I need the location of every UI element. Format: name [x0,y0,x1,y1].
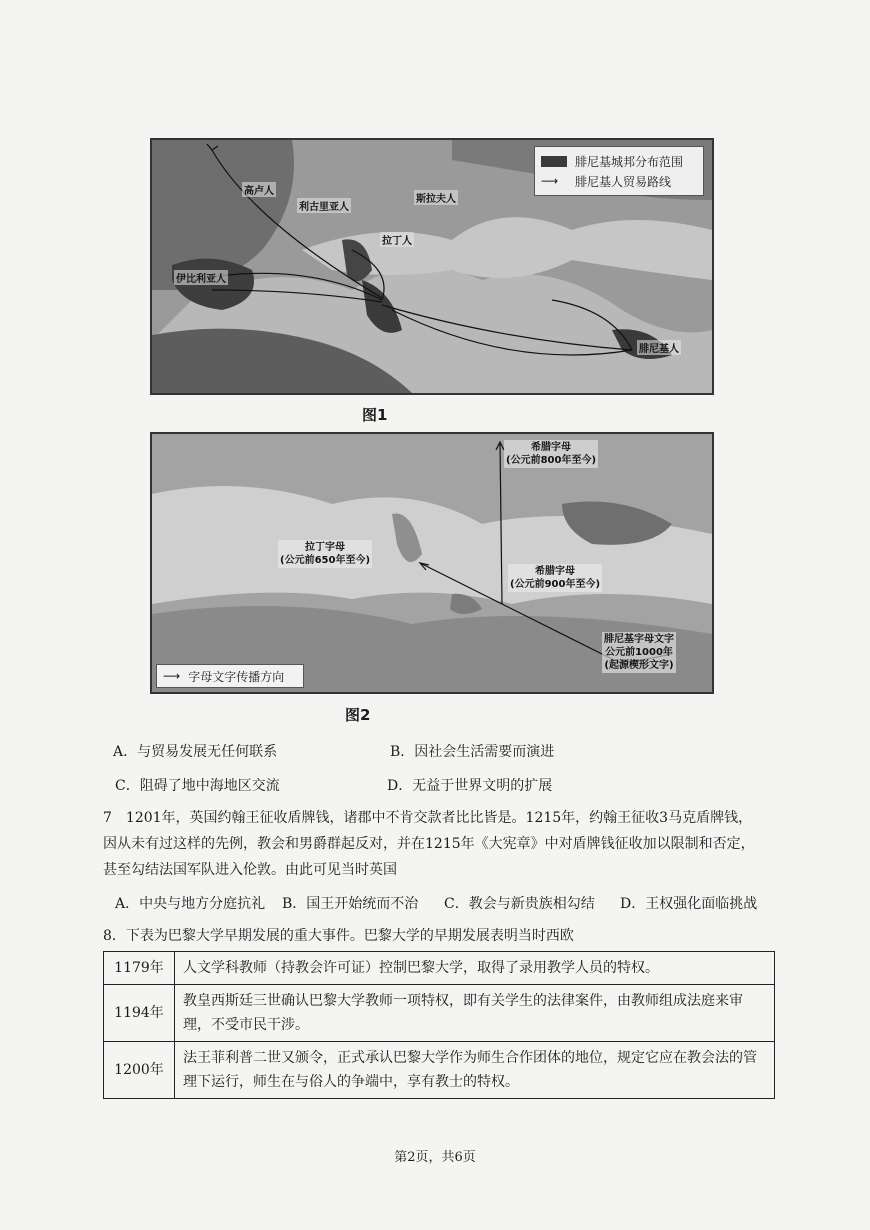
figure2-caption: 图2 [345,706,371,724]
map1-label-gauls: 高卢人 [242,182,276,197]
map2-label-phoenician [602,632,676,673]
legend-route-row [541,171,697,191]
q6-option-d[interactable]: D．无益于世界文明的扩展 [387,778,553,794]
q6-option-a[interactable]: A．与贸易发展无任何联系 [113,744,278,760]
q7-stem-line3: 甚至勾结法国军队进入伦敦。由此可见当时英国 [103,862,397,878]
legend2-label: 字母文字传播方向 [188,669,285,684]
map2-label-aramaic-name: 希腊字母 [535,566,575,577]
q7-option-a[interactable]: A．中央与地方分庭抗礼 [115,896,266,912]
map1-label-slavs: 斯拉夫人 [414,190,458,205]
legend-route-label: 腓尼基人贸易路线 [575,174,672,189]
q7-option-d[interactable]: D．王权强化面临挑战 [620,896,758,912]
map2-label-greek-date: (公元前800年至今) [506,455,597,466]
q7-option-b[interactable]: B．国王开始统而不治 [282,896,419,912]
map1-label-ligurians: 利古里亚人 [297,198,351,213]
table-row [104,1042,775,1099]
figure2-map [150,432,714,694]
map2-label-latin-date: (公元前650年至今) [280,555,371,566]
legend-area-label: 腓尼基城邦分布范围 [575,154,684,169]
figure1-legend [534,146,704,196]
map2-label-phoenician-date: 公元前1000年 [605,647,673,658]
table-row [104,952,775,985]
map2-label-latin-name: 拉丁字母 [305,542,345,553]
map1-label-phoenicians: 腓尼基人 [637,340,681,355]
table-cell-text: 人文学科教师（持教会许可证）控制巴黎大学，取得了录用教学人员的特权。 [175,952,775,985]
page-footer: 第2页，共6页 [394,1150,476,1165]
figure1-map [150,138,714,395]
table-cell-text: 教皇西斯廷三世确认巴黎大学教师一项特权，即有关学生的法律案件，由教师组成法庭来审理，不受市民干涉。 [175,985,775,1042]
q6-option-b[interactable]: B．因社会生活需要而演进 [390,744,555,760]
table-cell-year: 1194年 [104,985,175,1042]
map1-label-latins: 拉丁人 [380,232,414,247]
q7-stem-line1: 7 1201年，英国约翰王征收盾牌钱，诸郡中不肯交款者比比皆是。1215年，约翰王征收3马克盾牌钱， [103,810,753,826]
q7-stem-line2: 因从未有过这样的先例，教会和男爵群起反对，并在1215年《大宪章》中对盾牌钱征收加以限制和否定， [103,836,755,852]
map2-label-aramaic [508,564,602,592]
q8-stem: 8．下表为巴黎大学早期发展的重大事件。巴黎大学的早期发展表明当时西欧 [103,928,574,944]
area-swatch-icon [541,156,567,167]
map2-label-phoenician-name: 腓尼基字母文字 [604,634,674,645]
table-cell-year: 1179年 [104,952,175,985]
map2-label-greek-name: 希腊字母 [531,442,571,453]
spread-arrow-icon: ⟶ [163,669,181,683]
q8-table [103,951,775,1099]
map2-label-greek [504,440,598,468]
route-arrow-icon: ⟶ [541,174,559,188]
figure2-legend [156,664,304,688]
map1-label-iberians: 伊比利亚人 [174,270,228,285]
map2-label-phoenician-origin: (起源楔形文字) [604,660,674,671]
table-cell-year: 1200年 [104,1042,175,1099]
map2-label-latin [278,540,372,568]
table-cell-text: 法王菲利普二世又颁令，正式承认巴黎大学作为师生合作团体的地位，规定它应在教会法的管理下运行，师生在与俗人的争端中，享有教士的特权。 [175,1042,775,1099]
table-row [104,985,775,1042]
figure1-caption: 图1 [362,406,388,424]
map2-label-aramaic-date: (公元前900年至今) [510,579,601,590]
q7-option-c[interactable]: C．教会与新贵族相勾结 [444,896,595,912]
legend-area-row [541,151,697,171]
q6-option-c[interactable]: C．阻碍了地中海地区交流 [115,778,280,794]
